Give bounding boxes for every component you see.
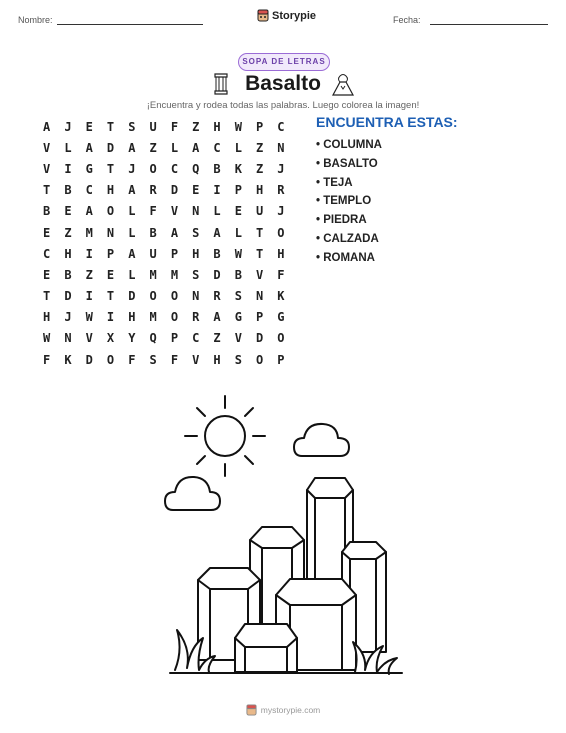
grid-cell[interactable]: P (234, 183, 242, 198)
grid-cell[interactable]: M (149, 267, 157, 282)
grid-cell[interactable]: L (128, 204, 136, 219)
grid-cell[interactable]: U (149, 246, 157, 261)
grid-cell[interactable]: E (192, 183, 200, 198)
grid-cell[interactable]: O (149, 161, 157, 176)
grid-cell[interactable]: D (213, 267, 221, 282)
grid-cell[interactable]: A (128, 246, 136, 261)
grid-cell[interactable]: O (256, 352, 264, 367)
grid-cell[interactable]: R (277, 183, 285, 198)
instructions: ¡Encuentra y rodea todas las palabras. Luego colorea la imagen! (146, 100, 420, 111)
grid-cell[interactable]: L (128, 225, 136, 240)
grid-cell[interactable]: P (256, 310, 264, 325)
grid-cell[interactable]: J (128, 161, 136, 176)
grid-cell[interactable]: F (277, 267, 285, 282)
grid-cell[interactable]: C (277, 119, 285, 134)
grid-cell[interactable]: O (277, 225, 285, 240)
grid-cell[interactable]: L (170, 140, 179, 155)
grid-cell[interactable]: B (213, 246, 221, 261)
word-list-item: • TEMPLO (316, 195, 372, 208)
grid-cell[interactable]: T (106, 289, 115, 304)
grid-cell[interactable]: T (256, 225, 264, 240)
word-list-item: • ROMANA (316, 251, 375, 264)
grid-cell[interactable]: L (234, 225, 242, 240)
grid-cell[interactable]: A (170, 225, 179, 240)
grid-cell[interactable]: M (170, 267, 179, 282)
cloud-right-icon (294, 424, 349, 456)
grid-cell[interactable]: S (192, 225, 200, 240)
grid-cell[interactable]: H (106, 183, 115, 198)
grid-cell[interactable]: J (277, 161, 285, 176)
grid-cell[interactable]: O (106, 204, 115, 219)
grid-cell[interactable]: H (277, 246, 285, 261)
grid-cell[interactable]: T (43, 183, 51, 198)
grid-cell[interactable]: I (106, 310, 115, 325)
date-label: Fecha: (393, 15, 421, 25)
sun-icon (185, 396, 265, 476)
grid-cell[interactable]: P (170, 246, 179, 261)
grid-cell[interactable]: J (277, 204, 285, 219)
grid-cell[interactable]: M (85, 225, 93, 240)
grid-cell[interactable]: B (213, 161, 221, 176)
grid-cell[interactable]: N (256, 289, 264, 304)
name-label: Nombre: (18, 15, 53, 25)
grid-cell[interactable]: B (149, 225, 157, 240)
grid-cell[interactable]: V (43, 140, 51, 155)
page-title: Basalto (245, 72, 321, 95)
grid-cell[interactable]: C (85, 183, 93, 198)
grid-cell[interactable]: V (192, 352, 200, 367)
grid-cell[interactable]: J (64, 310, 72, 325)
grid-cell[interactable]: L (213, 204, 221, 219)
grid-cell[interactable]: V (256, 267, 264, 282)
grid-cell[interactable]: E (234, 204, 242, 219)
grid-cell[interactable]: N (64, 331, 72, 346)
grid-cell[interactable]: D (256, 331, 264, 346)
grid-cell[interactable]: I (64, 161, 72, 176)
grid-cell[interactable]: P (277, 352, 285, 367)
grid-cell[interactable]: F (170, 352, 179, 367)
grid-cell[interactable]: Z (213, 331, 221, 346)
grid-cell[interactable]: A (43, 119, 51, 134)
grid-cell[interactable]: D (106, 140, 115, 155)
word-list-item: • TEJA (316, 176, 353, 189)
grid-cell[interactable]: N (192, 289, 200, 304)
activity-badge: SOPA DE LETRAS (238, 53, 330, 71)
grid-cell[interactable]: G (234, 310, 242, 325)
cloud-left-icon (165, 477, 220, 510)
grid-cell[interactable]: A (128, 183, 136, 198)
footer-url[interactable]: mystorypie.com (260, 705, 321, 715)
grid-cell[interactable]: S (149, 352, 157, 367)
grid-cell[interactable]: V (170, 204, 179, 219)
grid-cell[interactable]: O (170, 289, 179, 304)
grid-cell[interactable]: O (106, 352, 115, 367)
letter-grid[interactable] (36, 116, 292, 370)
word-list-title: ENCUENTRA ESTAS: (316, 114, 458, 130)
grid-cell[interactable]: E (64, 204, 72, 219)
grid-cell[interactable]: K (277, 289, 285, 304)
grid-cell[interactable]: H (192, 246, 200, 261)
grid-cell[interactable]: N (277, 140, 285, 155)
grid-cell[interactable]: B (64, 267, 72, 282)
grid-cell[interactable]: R (192, 310, 200, 325)
grid-cell[interactable]: U (149, 119, 157, 134)
grid-cell[interactable]: R (149, 183, 157, 198)
grid-cell[interactable]: E (106, 267, 115, 282)
word-list-item: • PIEDRA (316, 214, 367, 227)
grid-cell[interactable]: H (256, 183, 264, 198)
grid-cell[interactable]: I (85, 289, 93, 304)
grid-cell[interactable]: W (234, 246, 242, 261)
grid-cell[interactable]: G (277, 310, 285, 325)
grid-cell[interactable]: B (234, 267, 242, 282)
grid-cell[interactable]: H (213, 119, 221, 134)
grid-cell[interactable]: K (64, 352, 72, 367)
grid-cell[interactable]: N (192, 204, 200, 219)
grid-cell[interactable]: U (256, 204, 264, 219)
grid-cell[interactable]: F (170, 119, 179, 134)
grid-cell[interactable]: A (213, 310, 221, 325)
grid-cell[interactable]: E (43, 225, 51, 240)
grid-cell[interactable]: L (64, 140, 72, 155)
grid-cell[interactable]: A (128, 140, 136, 155)
grid-cell[interactable]: T (43, 289, 51, 304)
grid-cell[interactable]: I (213, 183, 221, 198)
grid-cell[interactable]: C (213, 140, 221, 155)
word-list-item: • COLUMNA (316, 139, 382, 151)
grid-cell[interactable]: N (106, 225, 115, 240)
grid-cell[interactable]: E (43, 267, 51, 282)
grid-cell[interactable]: A (192, 140, 200, 155)
grid-cell[interactable]: Z (149, 140, 157, 155)
grid-cell[interactable]: A (213, 225, 221, 240)
grid-cell[interactable]: O (277, 331, 285, 346)
grid-cell[interactable]: T (106, 161, 115, 176)
grid-cell[interactable]: H (213, 352, 221, 367)
grid-cell[interactable]: Z (256, 140, 264, 155)
grid-cell[interactable]: Z (64, 225, 72, 240)
grid-cell[interactable]: C (192, 331, 200, 346)
grid-cell[interactable]: O (149, 289, 157, 304)
grid-cell[interactable]: B (64, 183, 72, 198)
grid-cell[interactable]: E (85, 119, 93, 134)
volcano-icon (331, 71, 355, 97)
grid-cell[interactable]: Q (192, 161, 200, 176)
grid-cell[interactable]: I (85, 246, 93, 261)
grid-cell[interactable]: O (170, 310, 179, 325)
grid-cell[interactable]: P (256, 119, 264, 134)
grid-cell[interactable]: D (128, 289, 136, 304)
basalt-columns-illustration (160, 390, 410, 675)
grid-cell[interactable]: S (234, 289, 242, 304)
grid-cell[interactable]: X (106, 331, 115, 346)
grid-cell[interactable]: M (149, 310, 157, 325)
grid-cell[interactable]: J (64, 119, 72, 134)
storypie-mascot-icon (257, 9, 269, 22)
grid-cell[interactable]: A (85, 140, 93, 155)
grid-cell[interactable]: L (128, 267, 136, 282)
grid-cell[interactable]: W (234, 119, 242, 134)
grid-cell[interactable]: H (64, 246, 72, 261)
grid-cell[interactable]: W (43, 331, 51, 346)
name-line[interactable] (57, 24, 203, 25)
grid-cell[interactable]: W (85, 310, 93, 325)
column-front-small (235, 624, 297, 672)
grid-cell[interactable]: D (170, 183, 179, 198)
grid-cell[interactable]: S (128, 119, 136, 134)
storypie-logo (257, 9, 316, 22)
grid-cell[interactable]: Z (85, 267, 93, 282)
grid-cell[interactable]: Z (256, 161, 264, 176)
grid-cell[interactable]: G (85, 161, 93, 176)
date-line[interactable] (430, 24, 548, 25)
brand-name: Storypie (272, 9, 317, 22)
grid-cell[interactable]: F (43, 352, 51, 367)
grid-cell[interactable]: F (128, 352, 136, 367)
grid-cell[interactable]: L (234, 140, 242, 155)
grid-cell[interactable]: H (128, 310, 136, 325)
grid-cell[interactable]: H (43, 310, 51, 325)
grid-cell[interactable]: D (85, 352, 93, 367)
grid-cell[interactable]: T (256, 246, 264, 261)
grid-cell[interactable]: V (85, 331, 93, 346)
storypie-mascot-icon (246, 704, 257, 716)
grid-cell[interactable]: C (170, 161, 179, 176)
word-list-item: • BASALTO (316, 157, 378, 170)
grid-cell[interactable]: B (43, 204, 51, 219)
grid-cell[interactable]: Q (149, 331, 157, 346)
grid-cell[interactable]: A (85, 204, 93, 219)
grid-cell[interactable]: Y (128, 331, 136, 346)
grid-cell[interactable]: Z (192, 119, 200, 134)
grid-cell[interactable]: P (170, 331, 179, 346)
grid-cell[interactable]: T (106, 119, 115, 134)
grid-cell[interactable]: P (106, 246, 115, 261)
grid-cell[interactable]: F (149, 204, 157, 219)
grid-cell[interactable]: S (192, 267, 200, 282)
footer (0, 704, 566, 716)
word-list (316, 136, 382, 268)
word-list-item: • CALZADA (316, 232, 379, 245)
grid-cell[interactable]: K (234, 161, 242, 176)
grid-cell[interactable]: C (43, 246, 51, 261)
grid-cell[interactable]: R (213, 289, 221, 304)
grid-cell[interactable]: V (43, 161, 51, 176)
grid-cell[interactable]: V (234, 331, 242, 346)
grid-cell[interactable]: S (234, 352, 242, 367)
grid-cell[interactable]: D (64, 289, 72, 304)
